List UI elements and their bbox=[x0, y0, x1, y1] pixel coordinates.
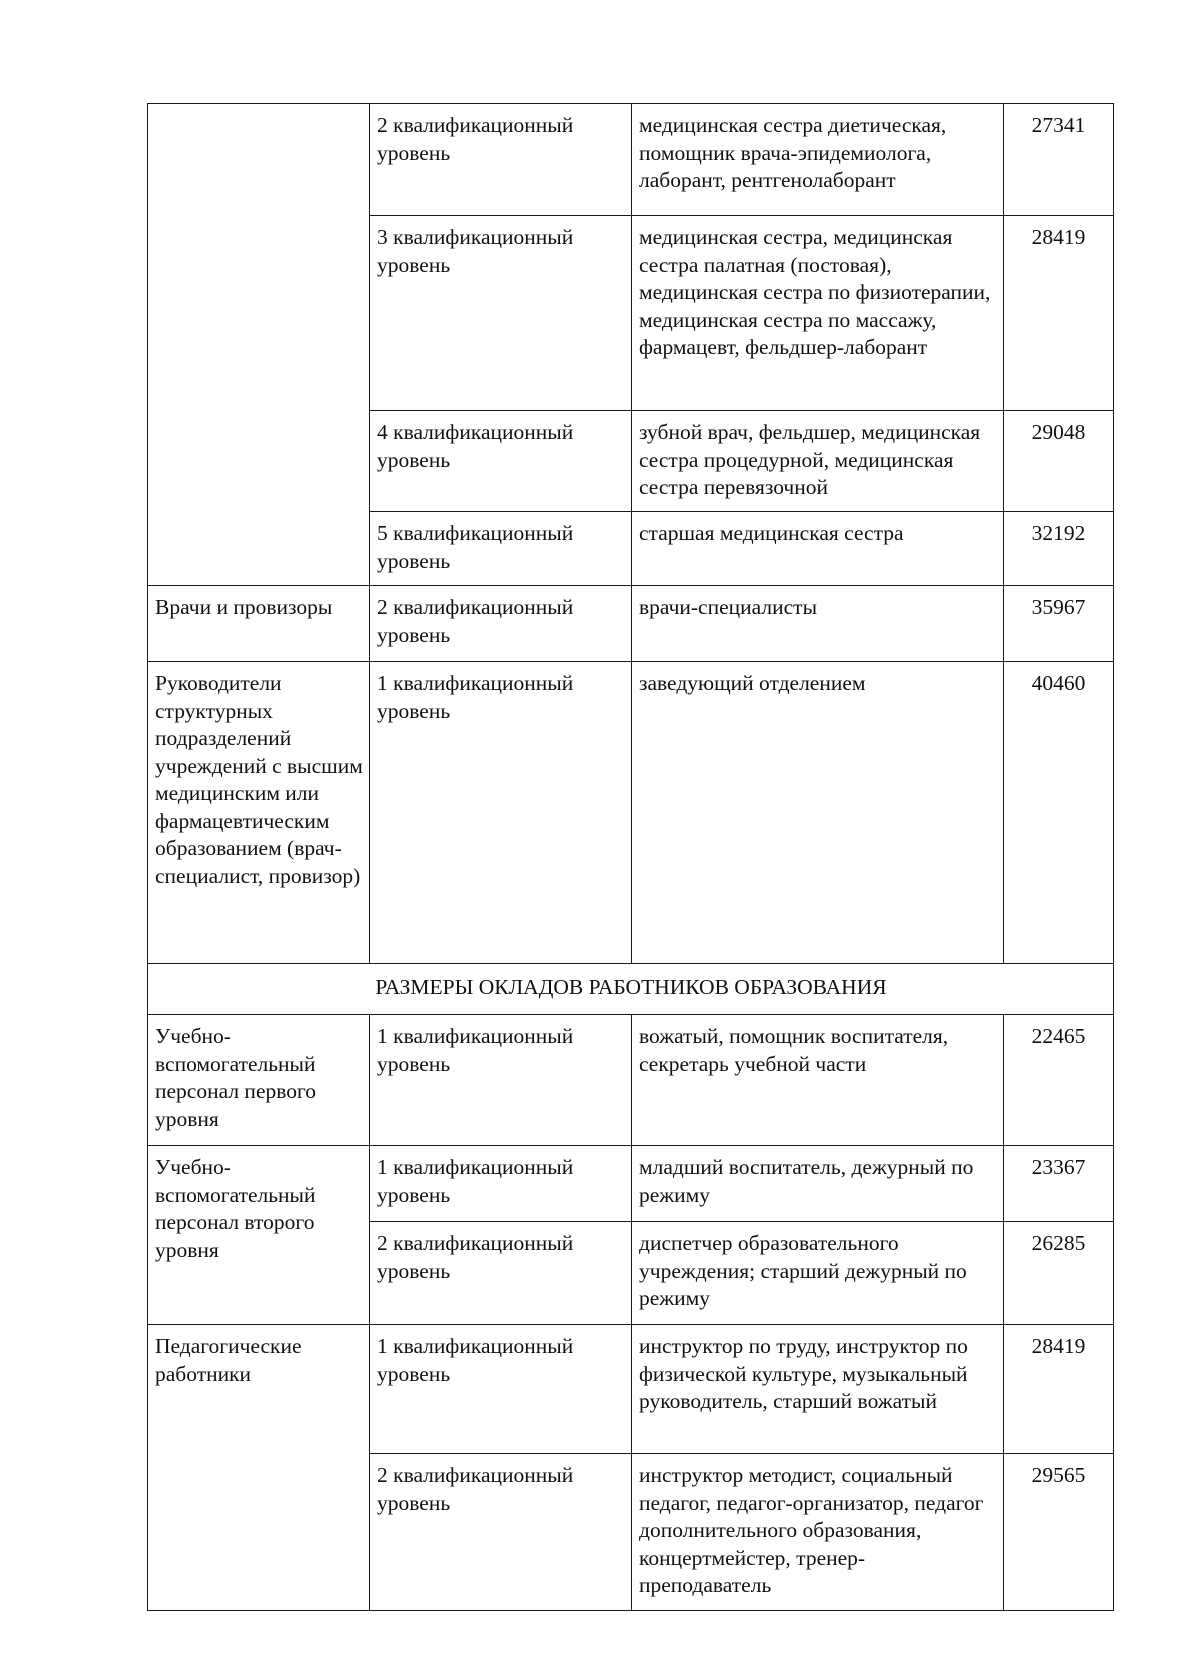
salary-cell: 40460 bbox=[1004, 662, 1114, 964]
level-cell: 2 квалификационный уровень bbox=[370, 1222, 632, 1325]
salary-cell: 32192 bbox=[1004, 512, 1114, 586]
level-cell: 2 квалификационный уровень bbox=[370, 586, 632, 662]
positions-cell: заведующий отделением bbox=[632, 662, 1004, 964]
positions-cell: инструктор методист, социальный педагог, педагог-организатор, педагог дополнительного образования, концертмейстер, тренер-преподаватель bbox=[632, 1454, 1004, 1611]
group-cell: Педагогические работники bbox=[148, 1325, 370, 1611]
level-cell: 4 квалификационный уровень bbox=[370, 411, 632, 512]
level-cell: 1 квалификационный уровень bbox=[370, 1146, 632, 1222]
level-cell: 2 квалификационный уровень bbox=[370, 1454, 632, 1611]
table-row bbox=[148, 1015, 1114, 1146]
section-row bbox=[148, 964, 1114, 1015]
level-cell: 3 квалификационный уровень bbox=[370, 216, 632, 411]
table-row bbox=[148, 104, 1114, 216]
positions-cell: старшая медицинская сестра bbox=[632, 512, 1004, 586]
salary-cell: 29048 bbox=[1004, 411, 1114, 512]
positions-cell: младший воспитатель, дежурный по режиму bbox=[632, 1146, 1004, 1222]
salary-cell: 27341 bbox=[1004, 104, 1114, 216]
level-cell: 5 квалификационный уровень bbox=[370, 512, 632, 586]
positions-cell: медицинская сестра диетическая, помощник врача-эпидемиолога, лаборант, рентгенолаборант bbox=[632, 104, 1004, 216]
table-row bbox=[148, 586, 1114, 662]
salary-cell: 28419 bbox=[1004, 1325, 1114, 1454]
salary-cell: 22465 bbox=[1004, 1015, 1114, 1146]
group-cell: Руководители структурных подразделений учреждений с высшим медицинским или фармацевтическим образованием (врач-специалист, провизор) bbox=[148, 662, 370, 964]
table-row bbox=[148, 662, 1114, 964]
positions-cell: медицинская сестра, медицинская сестра палатная (постовая), медицинская сестра по физиотерапии, медицинская сестра по массажу, фармацевт, фельдшер-лаборант bbox=[632, 216, 1004, 411]
group-cell: Учебно-вспомогательный персонал второго уровня bbox=[148, 1146, 370, 1325]
salary-cell: 23367 bbox=[1004, 1146, 1114, 1222]
table-row bbox=[148, 1146, 1114, 1222]
positions-cell: вожатый, помощник воспитателя, секретарь учебной части bbox=[632, 1015, 1004, 1146]
salary-cell: 35967 bbox=[1004, 586, 1114, 662]
positions-cell: инструктор по труду, инструктор по физической культуре, музыкальный руководитель, старший вожатый bbox=[632, 1325, 1004, 1454]
salary-table bbox=[147, 103, 1114, 1611]
level-cell: 2 квалификационный уровень bbox=[370, 104, 632, 216]
group-cell: Учебно-вспомогательный персонал первого уровня bbox=[148, 1015, 370, 1146]
table-row bbox=[148, 1325, 1114, 1454]
salary-cell: 29565 bbox=[1004, 1454, 1114, 1611]
group-cell bbox=[148, 104, 370, 586]
positions-cell: диспетчер образовательного учреждения; старший дежурный по режиму bbox=[632, 1222, 1004, 1325]
group-cell: Врачи и провизоры bbox=[148, 586, 370, 662]
positions-cell: зубной врач, фельдшер, медицинская сестра процедурной, медицинская сестра перевязочной bbox=[632, 411, 1004, 512]
salary-cell: 28419 bbox=[1004, 216, 1114, 411]
section-heading: РАЗМЕРЫ ОКЛАДОВ РАБОТНИКОВ ОБРАЗОВАНИЯ bbox=[148, 964, 1114, 1015]
level-cell: 1 квалификационный уровень bbox=[370, 662, 632, 964]
level-cell: 1 квалификационный уровень bbox=[370, 1325, 632, 1454]
positions-cell: врачи-специалисты bbox=[632, 586, 1004, 662]
level-cell: 1 квалификационный уровень bbox=[370, 1015, 632, 1146]
salary-cell: 26285 bbox=[1004, 1222, 1114, 1325]
